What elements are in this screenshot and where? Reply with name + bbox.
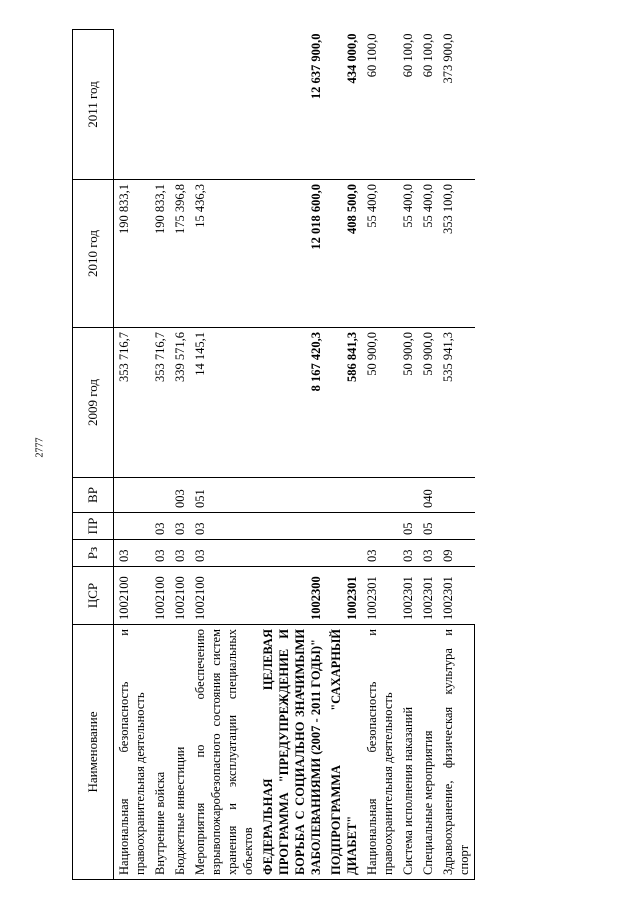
row-2010: 55 400,0 xyxy=(362,180,398,328)
row-2009: 50 900,0 xyxy=(418,328,438,478)
page-number: 2777 xyxy=(34,437,46,458)
row-2010: 55 400,0 xyxy=(418,180,438,328)
table-row xyxy=(190,30,258,880)
row-2011 xyxy=(170,30,190,180)
row-csr: 1002301 xyxy=(362,567,398,625)
row-2011: 60 100,0 xyxy=(362,30,398,180)
row-name: Специальные мероприятия xyxy=(418,625,438,880)
header-csr: ЦСР xyxy=(73,567,114,625)
row-vr xyxy=(258,478,326,513)
header-vr: ВР xyxy=(73,478,114,513)
row-2011: 373 900,0 xyxy=(438,30,475,180)
row-csr: 1002301 xyxy=(438,567,475,625)
row-2009: 535 941,3 xyxy=(438,328,475,478)
row-vr xyxy=(398,478,418,513)
row-csr: 1002100 xyxy=(114,567,151,625)
row-name: Мероприятия по обеспечению взрывопожаробезопасного состояния систем хранения и эксплуатации специальных объектов xyxy=(190,625,258,880)
row-2010: 175 396,8 xyxy=(170,180,190,328)
row-name: Национальная безопасность и правоохранительная деятельность xyxy=(114,625,151,880)
row-2009: 586 841,3 xyxy=(326,328,362,478)
row-2010: 190 833,1 xyxy=(114,180,151,328)
row-vr xyxy=(438,478,475,513)
row-2011: 60 100,0 xyxy=(418,30,438,180)
row-rz: 03 xyxy=(362,540,398,567)
table-row xyxy=(114,30,151,880)
row-2009: 50 900,0 xyxy=(398,328,418,478)
row-2009: 14 145,1 xyxy=(190,328,258,478)
row-vr xyxy=(362,478,398,513)
row-csr: 1002300 xyxy=(258,567,326,625)
row-pr: 03 xyxy=(150,513,170,540)
header-name: Наименование xyxy=(73,625,114,880)
row-2011 xyxy=(114,30,151,180)
row-pr: 03 xyxy=(190,513,258,540)
row-2009: 353 716,7 xyxy=(150,328,170,478)
row-2010: 190 833,1 xyxy=(150,180,170,328)
row-rz: 03 xyxy=(418,540,438,567)
row-name: ПОДПРОГРАММА "САХАРНЫЙ ДИАБЕТ" xyxy=(326,625,362,880)
header-pr: ПР xyxy=(73,513,114,540)
row-2009: 353 716,7 xyxy=(114,328,151,478)
row-2010: 408 500,0 xyxy=(326,180,362,328)
row-vr: 003 xyxy=(170,478,190,513)
header-2010: 2010 год xyxy=(73,180,114,328)
table-row xyxy=(398,30,418,880)
row-2010: 55 400,0 xyxy=(398,180,418,328)
row-pr xyxy=(326,513,362,540)
table-row xyxy=(150,30,170,880)
row-name: ФЕДЕРАЛЬНАЯ ЦЕЛЕВАЯ ПРОГРАММА "ПРЕДУПРЕЖДЕНИЕ И БОРЬБА С СОЦИАЛЬНО ЗНАЧИМЫМИ ЗАБОЛЕВАНИЯМИ (2007 - 2011 ГОДЫ)" xyxy=(258,625,326,880)
row-rz xyxy=(258,540,326,567)
row-name: Внутренние войска xyxy=(150,625,170,880)
row-pr: 05 xyxy=(418,513,438,540)
row-rz: 03 xyxy=(114,540,151,567)
row-csr: 1002301 xyxy=(398,567,418,625)
table-row-subprogram xyxy=(326,30,362,880)
row-2009: 50 900,0 xyxy=(362,328,398,478)
header-rz: Рз xyxy=(73,540,114,567)
row-name: Национальная безопасность и правоохранительная деятельность xyxy=(362,625,398,880)
header-2011: 2011 год xyxy=(73,30,114,180)
row-pr xyxy=(114,513,151,540)
row-csr: 1002100 xyxy=(190,567,258,625)
row-2009: 8 167 420,3 xyxy=(258,328,326,478)
row-vr xyxy=(150,478,170,513)
row-pr: 03 xyxy=(170,513,190,540)
row-pr xyxy=(438,513,475,540)
row-rz: 03 xyxy=(398,540,418,567)
row-csr: 1002301 xyxy=(418,567,438,625)
row-2010: 353 100,0 xyxy=(438,180,475,328)
table-row xyxy=(362,30,398,880)
row-2009: 339 571,6 xyxy=(170,328,190,478)
row-2011: 60 100,0 xyxy=(398,30,418,180)
row-vr xyxy=(326,478,362,513)
table-row xyxy=(418,30,438,880)
row-rz: 03 xyxy=(150,540,170,567)
row-csr: 1002100 xyxy=(150,567,170,625)
row-name: Здравоохранение, физическая культура и спорт xyxy=(438,625,475,880)
row-2011 xyxy=(150,30,170,180)
row-pr: 05 xyxy=(398,513,418,540)
row-csr: 1002100 xyxy=(170,567,190,625)
header-2009: 2009 год xyxy=(73,328,114,478)
row-name: Система исполнения наказаний xyxy=(398,625,418,880)
row-2011: 12 637 900,0 xyxy=(258,30,326,180)
row-rz: 03 xyxy=(190,540,258,567)
row-rz xyxy=(326,540,362,567)
row-2010: 15 436,3 xyxy=(190,180,258,328)
row-pr xyxy=(258,513,326,540)
table-row xyxy=(438,30,475,880)
row-2011 xyxy=(190,30,258,180)
row-vr xyxy=(114,478,151,513)
table-row xyxy=(170,30,190,880)
budget-table xyxy=(72,29,475,880)
row-vr: 051 xyxy=(190,478,258,513)
table-row-program xyxy=(258,30,326,880)
row-2011: 434 000,0 xyxy=(326,30,362,180)
row-2010: 12 018 600,0 xyxy=(258,180,326,328)
row-vr: 040 xyxy=(418,478,438,513)
row-rz: 03 xyxy=(170,540,190,567)
row-pr xyxy=(362,513,398,540)
row-name: Бюджетные инвестиции xyxy=(170,625,190,880)
rotated-table-container xyxy=(72,30,612,880)
row-rz: 09 xyxy=(438,540,475,567)
row-csr: 1002301 xyxy=(326,567,362,625)
table-header-row xyxy=(73,30,114,880)
